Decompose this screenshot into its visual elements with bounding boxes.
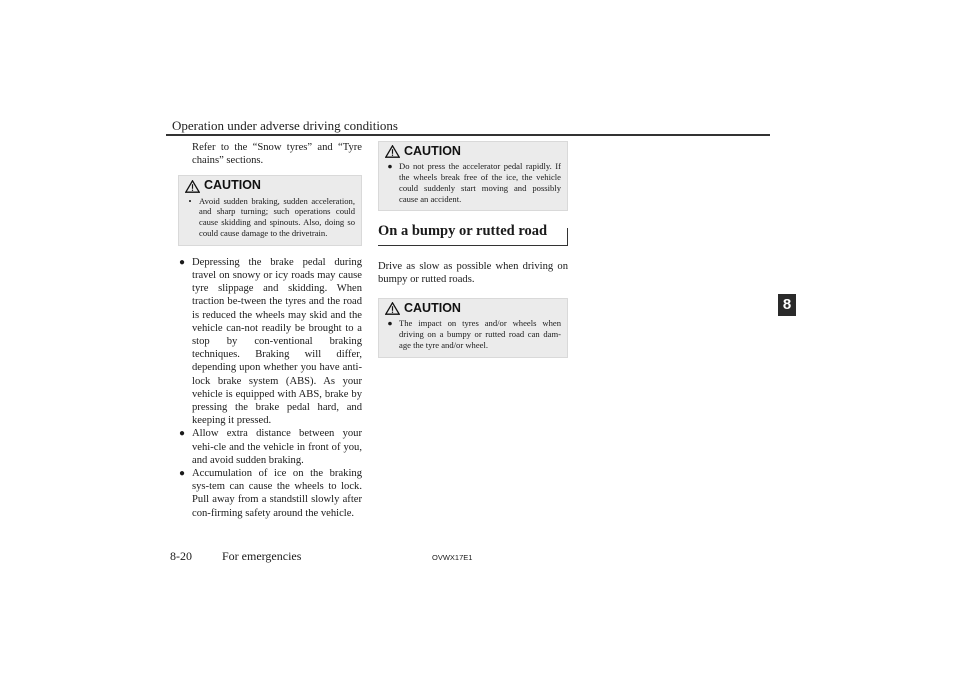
list-item <box>178 427 362 467</box>
bullet-list <box>178 256 362 520</box>
bullet-dot-icon: ● <box>178 256 186 268</box>
left-column <box>178 141 362 520</box>
intro-paragraph: Refer to the “Snow tyres” and “Tyre chains” sections. <box>192 142 362 167</box>
caution-box-braking <box>178 175 362 245</box>
bullet-marker: • <box>188 195 192 206</box>
bullet-dot-icon: ● <box>387 318 393 329</box>
page-header-title: Operation under adverse driving conditions <box>172 118 398 133</box>
list-item-text: Allow extra distance between your vehi-cle and the vehicle in front of you, and avoid sudden braking. <box>192 428 362 466</box>
caution-box-bumpy-road <box>378 298 568 358</box>
caution-item <box>385 318 561 350</box>
caution-body <box>385 318 561 350</box>
section-body: Drive as slow as possible when driving on bumpy or rutted roads. <box>378 260 568 285</box>
caution-title: CAUTION <box>404 301 461 315</box>
caution-header <box>385 302 561 315</box>
caution-header <box>385 145 561 158</box>
bullet-dot-icon: ● <box>178 468 186 480</box>
caution-text: Avoid sudden braking, sudden acceleration, and sharp turning; such operations could cause skidding and spinouts. Also, doing so could cause damage to the drivetrain. <box>199 195 355 238</box>
chapter-tab: 8 <box>778 294 796 316</box>
caution-text: The impact on tyres and/or wheels when driving on a bumpy or rutted road can dam-age the tyre and/or wheel. <box>399 318 561 350</box>
caution-body <box>185 196 355 239</box>
warning-triangle-icon <box>385 302 400 315</box>
caution-text: Do not press the accelerator pedal rapidly. If the wheels break free of the ice, the vehicle could suddenly start moving and possibly cause an accident. <box>399 161 561 204</box>
caution-header <box>185 179 355 192</box>
caution-title: CAUTION <box>404 144 461 158</box>
list-item-text: Depressing the brake pedal during travel on snowy or icy roads may cause tyre slippage and skidding. When traction be-tween the tyres and the road is reduced the wheels may skid and the vehicle can-not readily be brought to a stop by con-ventional braking techniques. Braking will differ, depending upon whether you have anti-lock brake system (ABS). As your vehicle is equipped with ABS, brake by pressing the brake pedal hard, and keeping it pressed. <box>192 256 362 427</box>
footer-section-name: For emergencies <box>222 549 302 563</box>
list-item <box>178 256 362 428</box>
caution-body <box>385 161 561 204</box>
list-item-text: Accumulation of ice on the braking sys-tem can cause the wheels to lock. Pull away from a standstill slowly after con-firming safety around the vehicle. <box>192 468 362 519</box>
page-number: 8-20 <box>170 549 192 563</box>
right-column <box>378 141 568 368</box>
header-divider <box>166 134 770 136</box>
document-code: OVWX17E1 <box>432 553 473 562</box>
warning-triangle-icon <box>385 145 400 158</box>
list-item <box>178 467 362 520</box>
caution-item <box>385 161 561 204</box>
bullet-dot-icon: ● <box>178 428 186 440</box>
bullet-dot-icon: ● <box>387 161 393 172</box>
caution-title: CAUTION <box>204 178 261 193</box>
caution-item <box>185 196 355 239</box>
caution-box-accelerator <box>378 141 568 211</box>
warning-triangle-icon <box>185 180 200 193</box>
section-heading: On a bumpy or rutted road <box>378 221 568 245</box>
